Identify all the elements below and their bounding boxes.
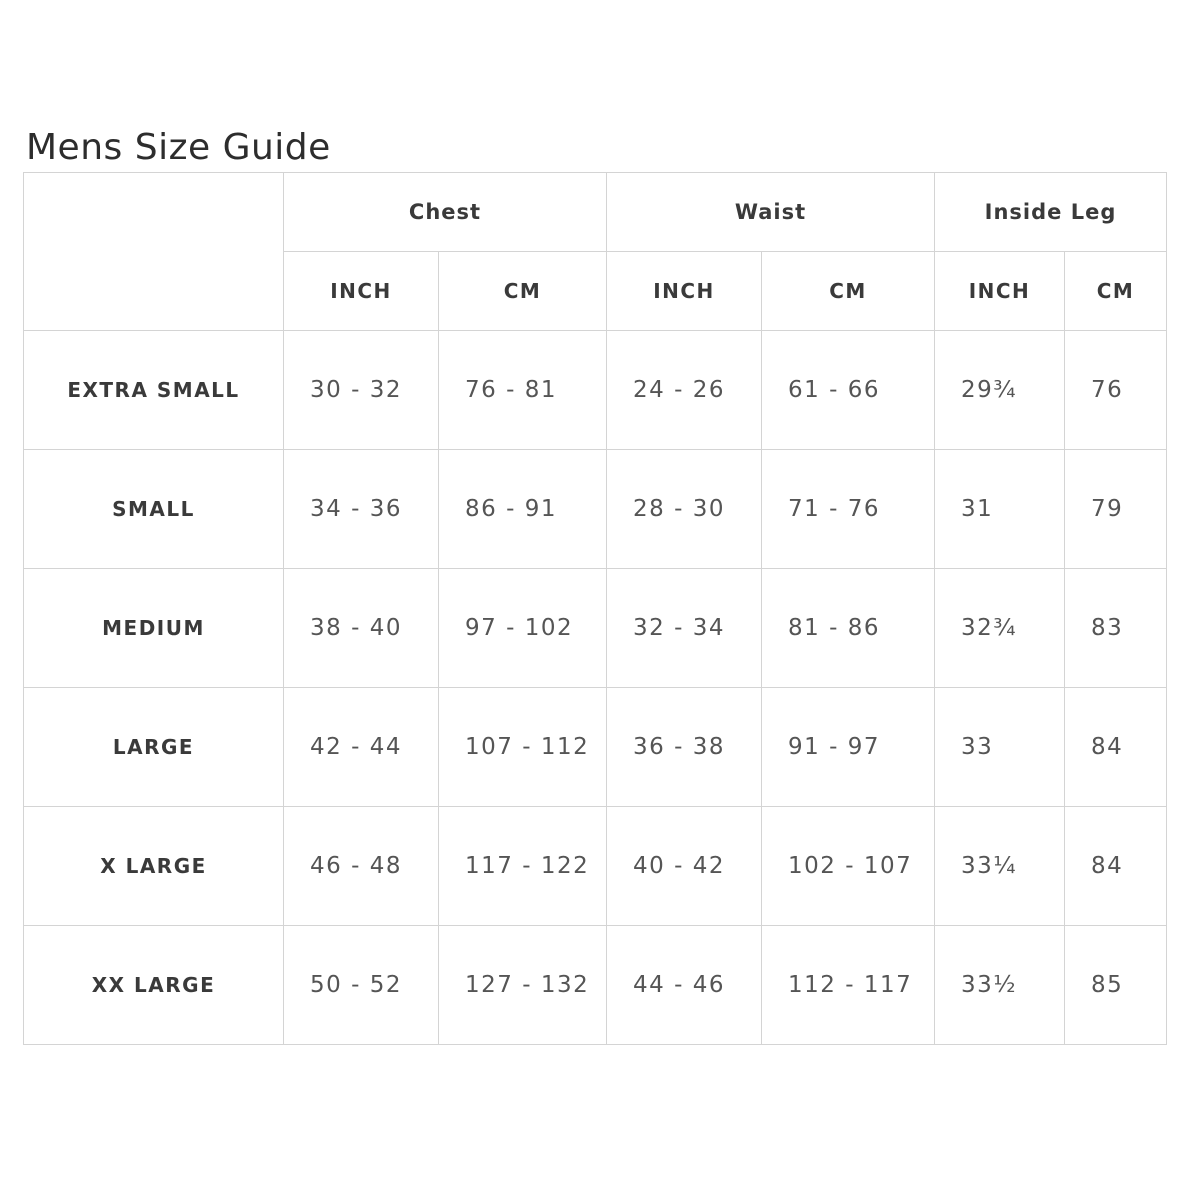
unit-header-chest-inch: INCH — [284, 252, 439, 331]
chest-inch-cell: 46 - 48 — [284, 807, 439, 926]
table-row — [24, 926, 1167, 1045]
chest-cm-cell: 117 - 122 — [439, 807, 607, 926]
row-label: SMALL — [24, 450, 284, 569]
waist-inch-cell: 32 - 34 — [607, 569, 762, 688]
leg-inch-cell: 29¾ — [935, 331, 1065, 450]
leg-cm-cell: 84 — [1065, 807, 1167, 926]
chest-inch-cell: 42 - 44 — [284, 688, 439, 807]
row-label: EXTRA SMALL — [24, 331, 284, 450]
group-header-inside-leg: Inside Leg — [935, 173, 1167, 252]
chest-cm-cell: 107 - 112 — [439, 688, 607, 807]
chest-cm-cell: 76 - 81 — [439, 331, 607, 450]
unit-header-leg-cm: CM — [1065, 252, 1167, 331]
waist-inch-cell: 44 - 46 — [607, 926, 762, 1045]
leg-inch-cell: 32¾ — [935, 569, 1065, 688]
leg-cm-cell: 85 — [1065, 926, 1167, 1045]
waist-cm-cell: 91 - 97 — [762, 688, 935, 807]
unit-header-chest-cm: CM — [439, 252, 607, 331]
chest-cm-cell: 86 - 91 — [439, 450, 607, 569]
row-label: X LARGE — [24, 807, 284, 926]
waist-cm-cell: 81 - 86 — [762, 569, 935, 688]
table-row — [24, 569, 1167, 688]
waist-cm-cell: 112 - 117 — [762, 926, 935, 1045]
table-row — [24, 807, 1167, 926]
waist-cm-cell: 71 - 76 — [762, 450, 935, 569]
waist-inch-cell: 24 - 26 — [607, 331, 762, 450]
table-row — [24, 450, 1167, 569]
waist-inch-cell: 36 - 38 — [607, 688, 762, 807]
page-title: Mens Size Guide — [26, 127, 331, 168]
chest-cm-cell: 97 - 102 — [439, 569, 607, 688]
chest-cm-cell: 127 - 132 — [439, 926, 607, 1045]
unit-header-waist-cm: CM — [762, 252, 935, 331]
unit-header-waist-inch: INCH — [607, 252, 762, 331]
waist-cm-cell: 102 - 107 — [762, 807, 935, 926]
table-row — [24, 331, 1167, 450]
waist-inch-cell: 28 - 30 — [607, 450, 762, 569]
size-guide-table — [23, 172, 1167, 1045]
leg-inch-cell: 31 — [935, 450, 1065, 569]
group-header-waist: Waist — [607, 173, 935, 252]
chest-inch-cell: 38 - 40 — [284, 569, 439, 688]
group-header-chest: Chest — [284, 173, 607, 252]
leg-cm-cell: 83 — [1065, 569, 1167, 688]
table-row — [24, 688, 1167, 807]
corner-cell — [24, 173, 284, 331]
leg-inch-cell: 33¼ — [935, 807, 1065, 926]
row-label: XX LARGE — [24, 926, 284, 1045]
chest-inch-cell: 50 - 52 — [284, 926, 439, 1045]
unit-header-leg-inch: INCH — [935, 252, 1065, 331]
chest-inch-cell: 30 - 32 — [284, 331, 439, 450]
leg-cm-cell: 79 — [1065, 450, 1167, 569]
row-label: LARGE — [24, 688, 284, 807]
leg-inch-cell: 33½ — [935, 926, 1065, 1045]
waist-cm-cell: 61 - 66 — [762, 331, 935, 450]
leg-inch-cell: 33 — [935, 688, 1065, 807]
leg-cm-cell: 84 — [1065, 688, 1167, 807]
leg-cm-cell: 76 — [1065, 331, 1167, 450]
waist-inch-cell: 40 - 42 — [607, 807, 762, 926]
chest-inch-cell: 34 - 36 — [284, 450, 439, 569]
row-label: MEDIUM — [24, 569, 284, 688]
group-header-row — [24, 173, 1167, 252]
